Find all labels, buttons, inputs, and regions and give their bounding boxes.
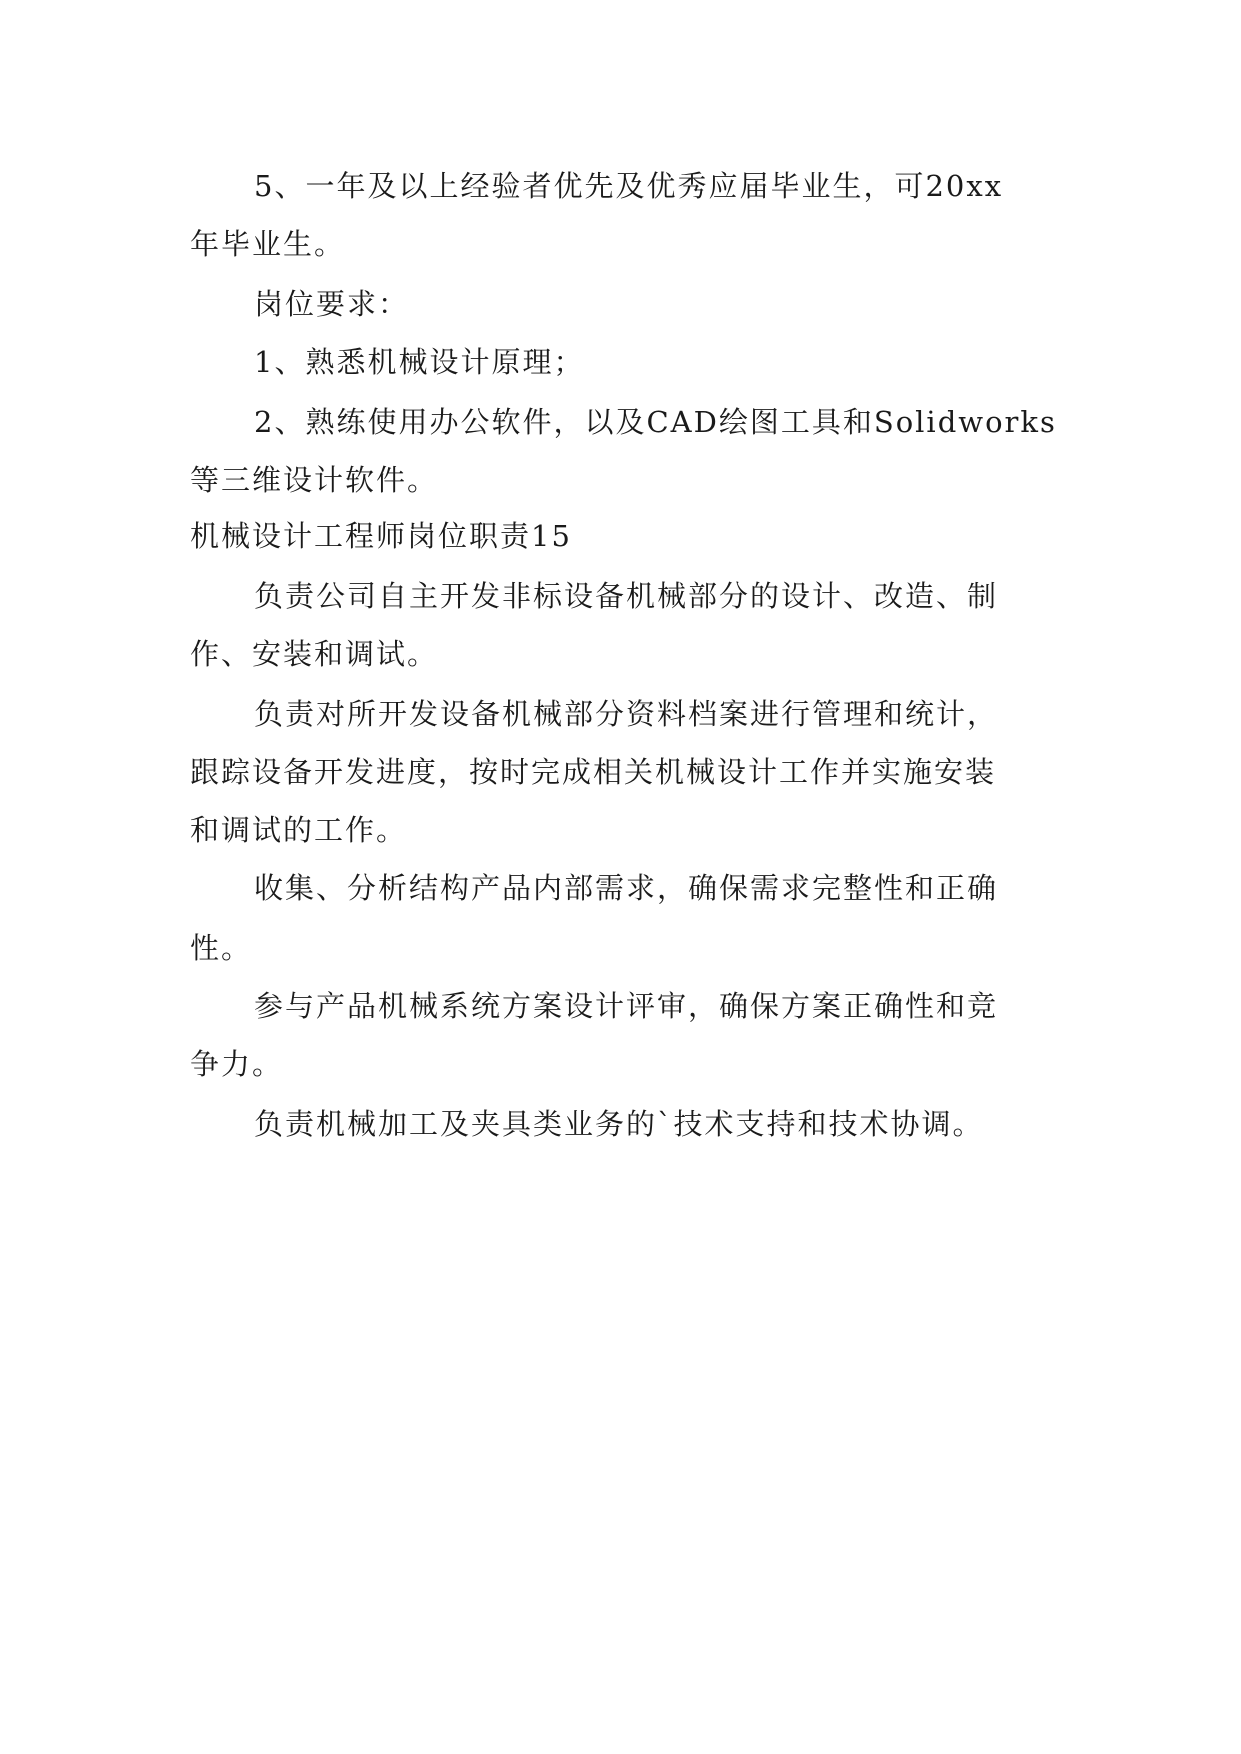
paragraph-line: 跟踪设备开发进度，按时完成相关机械设计工作并实施安装 — [190, 755, 997, 789]
paragraph-line: 负责公司自主开发非标设备机械部分的设计、改造、制 — [254, 579, 999, 613]
paragraph-line: 负责对所开发设备机械部分资料档案进行管理和统计， — [254, 697, 999, 731]
paragraph-line: 年毕业生。 — [190, 227, 346, 261]
list-item: 2、熟练使用办公软件，以及CAD绘图工具和Solidworks — [254, 405, 1057, 439]
paragraph-line: 等三维设计软件。 — [190, 463, 439, 497]
paragraph-line: 参与产品机械系统方案设计评审，确保方案正确性和竞 — [254, 989, 999, 1023]
paragraph-line: 争力。 — [190, 1047, 284, 1081]
paragraph-line: 和调试的工作。 — [190, 813, 408, 847]
section-heading: 岗位要求： — [254, 287, 410, 321]
paragraph-line: 性。 — [190, 931, 253, 965]
paragraph-line: 5、一年及以上经验者优先及优秀应届毕业生，可20xx — [254, 169, 1004, 203]
paragraph-line: 负责机械加工及夹具类业务的`技术支持和技术协调。 — [254, 1107, 984, 1141]
document-title: 机械设计工程师岗位职责15 — [190, 519, 572, 553]
paragraph-line: 收集、分析结构产品内部需求，确保需求完整性和正确 — [254, 871, 999, 905]
paragraph-line: 作、安装和调试。 — [190, 637, 439, 671]
list-item: 1、熟悉机械设计原理； — [254, 345, 585, 379]
